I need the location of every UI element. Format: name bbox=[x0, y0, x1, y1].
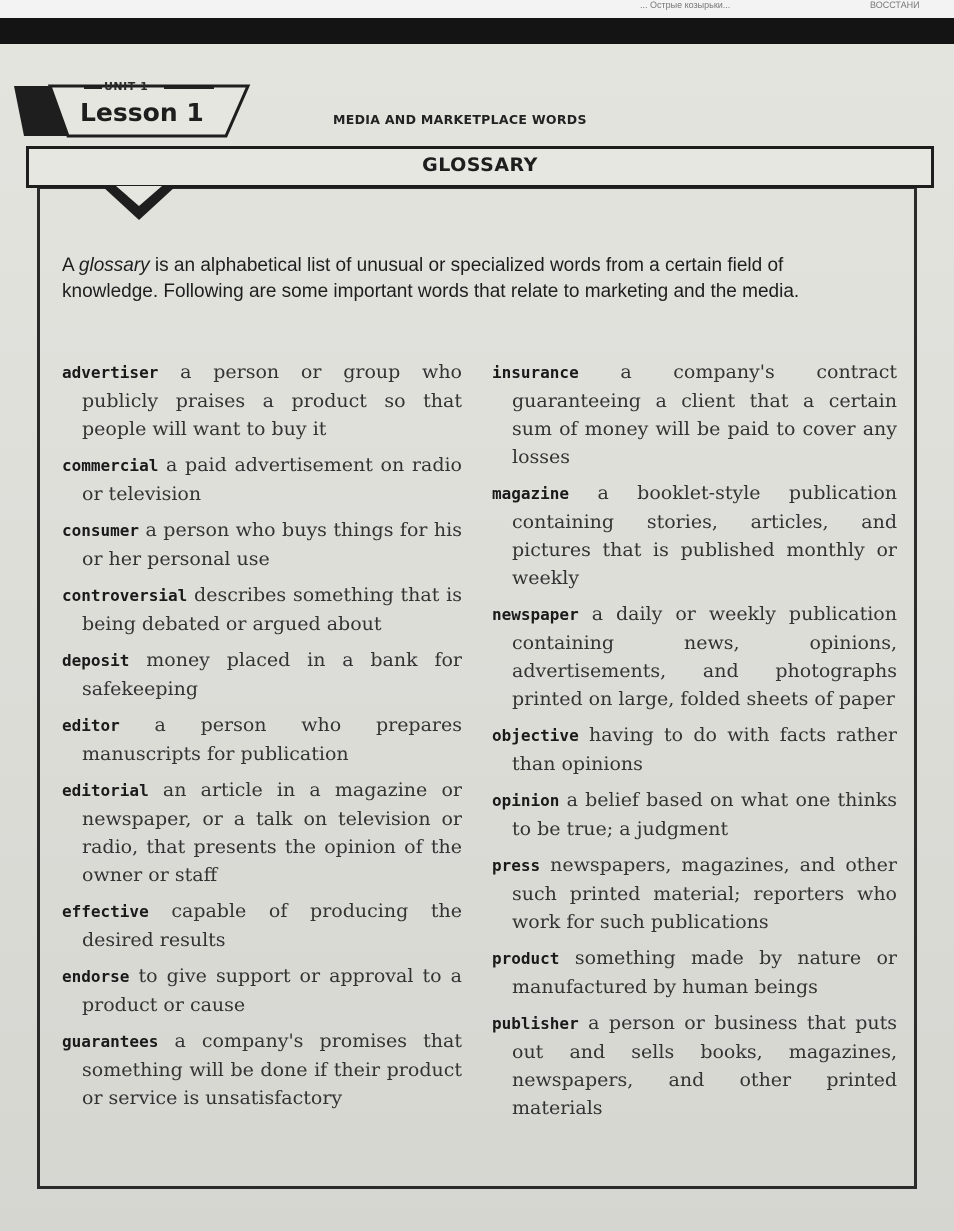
glossary-entry bbox=[62, 897, 462, 954]
entry-term: consumer bbox=[62, 521, 140, 540]
glossary-entry bbox=[62, 1027, 462, 1112]
intro-prefix: A bbox=[62, 255, 79, 276]
glossary-entry bbox=[492, 479, 897, 592]
entry-definition: capable of producing the desired results bbox=[82, 900, 462, 951]
entry-term: opinion bbox=[492, 791, 560, 810]
bookmark-tab[interactable]: ВОССТАНИ bbox=[870, 0, 920, 10]
screen-bezel bbox=[0, 18, 954, 44]
entry-term: editor bbox=[62, 716, 120, 735]
unit-rule-right bbox=[164, 87, 214, 89]
entry-term: deposit bbox=[62, 651, 130, 670]
entry-definition: a booklet-style publication containing stories, articles, and pictures that is published monthly or weekly bbox=[512, 482, 897, 589]
glossary-entry bbox=[492, 600, 897, 713]
entry-definition: money placed in a bank for safekeeping bbox=[82, 649, 462, 700]
entry-definition: to give support or approval to a product or cause bbox=[82, 965, 463, 1016]
entry-term: controversial bbox=[62, 586, 188, 605]
entry-term: product bbox=[492, 949, 560, 968]
glossary-column-left bbox=[62, 358, 462, 1120]
bookmark-tab[interactable]: ... Острые козырьки... bbox=[640, 0, 731, 10]
entry-definition: a person who buys things for his or her personal use bbox=[82, 519, 462, 570]
glossary-entry bbox=[62, 711, 462, 768]
glossary-entry bbox=[492, 1009, 897, 1122]
glossary-column-right bbox=[492, 358, 897, 1130]
entry-definition: a person or group who publicly praises a product so that people will want to buy it bbox=[82, 361, 462, 440]
intro-text: is an alphabetical list of unusual or specialized words from a certain field of knowledge. Following are some important words that relate to marketing and the media. bbox=[62, 255, 800, 302]
lesson-title: Lesson 1 bbox=[80, 98, 204, 127]
entry-term: publisher bbox=[492, 1014, 579, 1033]
entry-definition: a person who prepares manuscripts for publication bbox=[82, 714, 463, 765]
glossary-entry bbox=[492, 851, 897, 936]
glossary-intro bbox=[62, 253, 842, 305]
lesson-subtitle: MEDIA AND MARKETPLACE WORDS bbox=[333, 112, 587, 127]
glossary-header bbox=[26, 146, 934, 188]
entry-term: newspaper bbox=[492, 605, 579, 624]
entry-term: effective bbox=[62, 902, 149, 921]
entry-definition: a paid advertisement on radio or television bbox=[82, 454, 463, 505]
intro-keyword: glossary bbox=[78, 255, 150, 276]
glossary-entry bbox=[62, 451, 462, 508]
glossary-entry bbox=[62, 776, 462, 889]
glossary-entry bbox=[62, 358, 462, 443]
entry-definition: a person or business that puts out and sells books, magazines, newspapers, and other printed materials bbox=[512, 1012, 897, 1119]
entry-term: insurance bbox=[492, 363, 579, 382]
glossary-title: GLOSSARY bbox=[422, 154, 538, 176]
entry-definition: something made by nature or manufactured by human beings bbox=[512, 947, 898, 998]
entry-term: commercial bbox=[62, 456, 159, 475]
glossary-entry bbox=[492, 786, 897, 843]
entry-definition: a company's contract guaranteeing a client that a certain sum of money will be paid to cover any losses bbox=[512, 361, 898, 468]
glossary-entry bbox=[62, 646, 462, 703]
glossary-entry bbox=[62, 962, 462, 1019]
glossary-entry bbox=[492, 358, 897, 471]
pointer-triangle-icon bbox=[102, 186, 182, 226]
unit-rule-left bbox=[84, 87, 102, 89]
glossary-entry bbox=[62, 516, 462, 573]
glossary-entry bbox=[492, 721, 897, 778]
entry-definition: a daily or weekly publication containing news, opinions, advertisements, and photographs printed on large, folded sheets of paper bbox=[512, 603, 897, 710]
entry-definition: newspapers, magazines, and other such printed material; reporters who work for such publications bbox=[512, 854, 897, 933]
entry-definition: a belief based on what one thinks to be true; a judgment bbox=[512, 789, 897, 840]
entry-definition: an article in a magazine or newspaper, or a talk on television or radio, that presents the opinion of the owner or staff bbox=[82, 779, 462, 886]
entry-term: advertiser bbox=[62, 363, 159, 382]
unit-label: UNIT 1 bbox=[104, 80, 149, 93]
entry-definition: describes something that is being debated or argued about bbox=[82, 584, 462, 635]
glossary-entry bbox=[62, 581, 462, 638]
entry-term: editorial bbox=[62, 781, 149, 800]
browser-bookmarks-bar bbox=[0, 0, 954, 18]
entry-term: objective bbox=[492, 726, 579, 745]
entry-definition: a company's promises that something will be done if their product or service is unsatisfactory bbox=[82, 1030, 462, 1109]
entry-definition: having to do with facts rather than opinions bbox=[512, 724, 897, 775]
entry-term: magazine bbox=[492, 484, 570, 503]
entry-term: endorse bbox=[62, 967, 130, 986]
entry-term: guarantees bbox=[62, 1032, 159, 1051]
entry-term: press bbox=[492, 856, 541, 875]
glossary-entry bbox=[492, 944, 897, 1001]
